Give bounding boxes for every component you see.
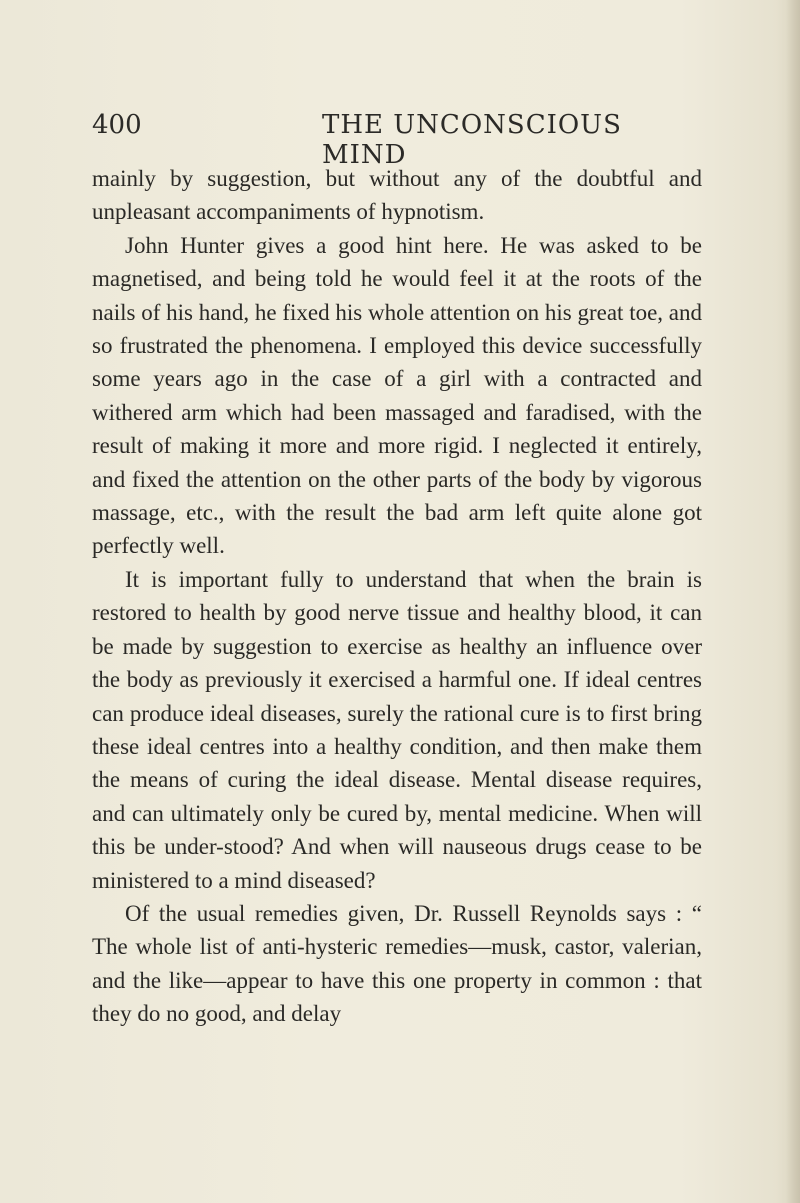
page-number: 400 (92, 110, 142, 140)
paragraph: It is important fully to understand that when the brain is restored to health by good nerve tissue and healthy blood, it can be made by suggestion to exercise as healthy an influence over the body as previously it exercised a harmful one. If ideal centres can produce ideal diseases, surely the rational cure is to first bring these ideal centres into a healthy condition, and then make them the means of curing the ideal disease. Mental disease requires, and can ultimately only be cured by, mental medicine. When will this be under-stood? And when will nauseous drugs cease to be ministered to a mind diseased? (92, 566, 702, 893)
page-edge-shadow (786, 0, 800, 1203)
paragraph: Of the usual remedies given, Dr. Russell Reynolds says : “ The whole list of anti-hysteric remedies—musk, castor, valerian, and the like—appear to have this one property in common : that they do no good, and delay (92, 900, 702, 1027)
running-title: THE UNCONSCIOUS MIND (322, 110, 622, 170)
page-header (92, 110, 712, 170)
paragraph: mainly by suggestion, but without any of the doubtful and unpleasant accompaniments of hypnotism. (92, 166, 702, 225)
paragraph: John Hunter gives a good hint here. He was asked to be magnetised, and being told he would feel it at the roots of the nails of his hand, he fixed his whole attention on his great toe, and so frustrated the phenomena. I employed this device successfully some years ago in the case of a girl with a contracted and withered arm which had been massaged and faradised, with the result of making it more and more rigid. I neglected it entirely, and fixed the attention on the other parts of the body by vigorous massage, etc., with the result the bad arm left quite alone got perfectly well. (92, 232, 703, 559)
body-text (92, 162, 702, 1031)
